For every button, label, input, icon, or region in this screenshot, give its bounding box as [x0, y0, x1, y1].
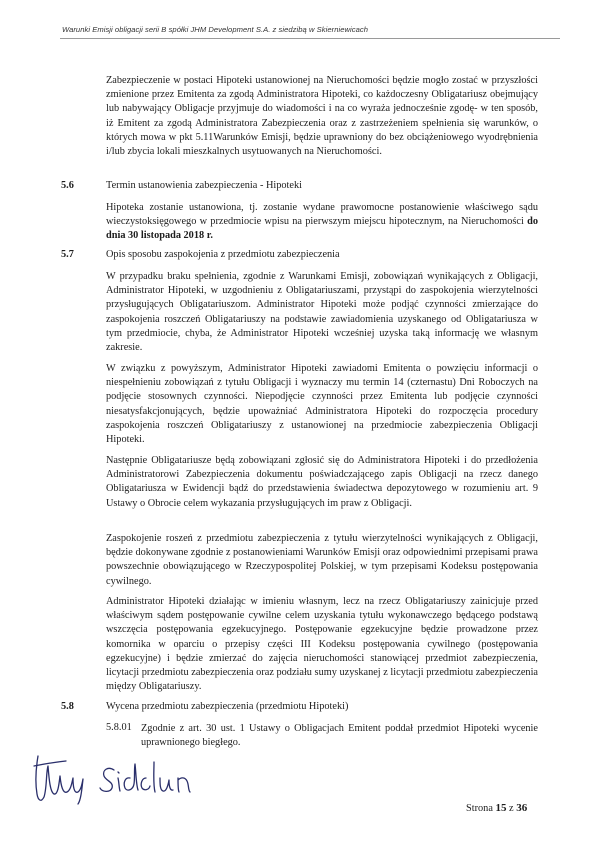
page-footer [466, 802, 527, 814]
section-5-7-paragraph-3: Następnie Obligatariusze będą zobowiązani zgłosić się do Administratora Hipoteki i do przedłożenia Administratorowi Zabezpieczenia dokumentu poświadczającego zapis Obligacji na rzecz danego Obligatariusza w Ewidencji bądź do przedstawienia świadectwa depozytowego w rozumieniu art. 9 Ustawy o Obrocie celem wykazania przysługujących im praw z Obligacji. [106, 455, 538, 509]
footer-total-pages: 36 [516, 802, 528, 814]
intro-paragraph: Zabezpieczenie w postaci Hipoteki ustanowionej na Nieruchomości będzie mogło zostać w przyszłości zmienione przez Emitenta za zgodą Administratora Hipoteki, co każdoczesny Obligatariusz obejmujący lub nabywający Obligacje przyjmuje do wiadomości i na co wyraża jednocześnie zgodę- w ten sposób, iż Emitent za zgodą Administratora Zabezpieczenia oraz z zastrzeżeniem spełnienia się warunków, o których mowa w pkt 5.11Warunków Emisji, będzie uprawniony do bez obciążeniowego wyodrębnienia i/lub zbycia lokali mieszkalnych usytuowanych na Nieruchomości. [106, 75, 538, 158]
section-5-6-paragraph [106, 201, 538, 244]
section-5-6-deadline: do dnia 30 listopada 2018 r. [106, 216, 538, 242]
section-5-7-paragraph-5: Administrator Hipoteki działając w imieniu własnym, lecz na rzecz Obligatariuszy zainicjuje przed właściwym sądem postępowanie cywilne celem uzyskania tytułu wykonawczego będącego podstawą wszczęcia postępowania egzekucyjnego. Postępowanie egzekucyjne będzie prowadzone przez komornika w oparciu o przepisy części III Kodeksu postępowania cywilnego (postępowania egzekucyjne) i będzie zmierzać do zajęcia nieruchomości stanowiącej przedmiot zabezpieczenia, licytacji przedmiotu zabezpieczenia oraz podziału sumy uzyskanej z licytacji przedmiotu zabezpieczenia między Obligatariuszy. [106, 596, 538, 693]
section-5-7-paragraph-4: Zaspokojenie roszeń z przedmiotu zabezpieczenia z tytułu wierzytelności wynikających z Obligacji, będzie dokonywane zgodnie z postanowieniami Warunków Emisji oraz odpowiednimi przepisami prawa powszechnie obowiązującego w Rzeczypospolitej Polskiej, w tym przepisami Kodeksu postępowania cywilnego. [106, 533, 538, 587]
section-number-5-8: 5.8 [61, 701, 74, 712]
section-title-5-6: Termin ustanowienia zabezpieczenia - Hipoteki [106, 180, 302, 191]
section-5-6-text: Hipoteka zostanie ustanowiona, tj. zostanie wydane prawomocne postanowienie właściwego sądu wieczystoksięgowego w przedmiocie wpisu na pierwszym miejscu hipotecznym, na Nieruchomości [106, 202, 538, 228]
footer-separator: z [509, 803, 514, 814]
footer-label: Strona [466, 803, 493, 814]
subsection-5-8-01-text: Zgodnie z art. 30 ust. 1 Ustawy o Obligacjach Emitent poddał przedmiot Hipoteki wycenie uprawnionego biegłego. [141, 723, 538, 749]
section-number-5-6: 5.6 [61, 180, 74, 191]
subsection-number-5-8-01: 5.8.01 [106, 722, 132, 733]
document-header: Warunki Emisji obligacji serii B spółki JHM Development S.A. z siedzibą w Skierniewicach [62, 25, 369, 34]
footer-page-number: 15 [495, 802, 507, 814]
section-title-5-8: Wycena przedmiotu zabezpieczenia (przedmiotu Hipoteki) [106, 701, 349, 712]
section-5-7-paragraph-2: W związku z powyższym, Administrator Hipoteki zawiadomi Emitenta o powzięciu informacji o niespełnieniu zobowiązań z tytułu Obligacji i wyznaczy mu termin 14 (czternastu) Dni Roboczych na podjęcie stosownych czynności. Niepodjęcie czynności przez Emitenta lub podjęcie czynności niesatysfakcjonujących, będzie upoważniać Administratora Hipoteki do rozpoczęcia procedury zaspokojenia roszczeń Obligatariuszy z ustanowionej na przedmiocie zabezpieczenia Obligacji Hipoteki. [106, 363, 538, 446]
section-number-5-7: 5.7 [61, 249, 74, 260]
section-5-7-paragraph-1: W przypadku braku spełnienia, zgodnie z Warunkami Emisji, zobowiązań wynikających z Obligacji, Administrator Hipoteki, w uzgodnieniu z Obligatariuszami, przystąpi do zaspokojenia wierzytelności przysługujących Obligatariuszom. Administrator Hipoteki może podjąć czynności zmierzające do zaspokojenia roszczeń Obligatariuszy na podstawie zawiadomienia uzyskanego od Obligatariusza w tym przedmiocie, chyba, że Administrator Hipoteki wcześniej uzyska taką informację we własnym zakresie. [106, 271, 538, 354]
section-title-5-7: Opis sposobu zaspokojenia z przedmiotu zabezpieczenia [106, 249, 340, 260]
handwritten-signature [32, 748, 202, 806]
